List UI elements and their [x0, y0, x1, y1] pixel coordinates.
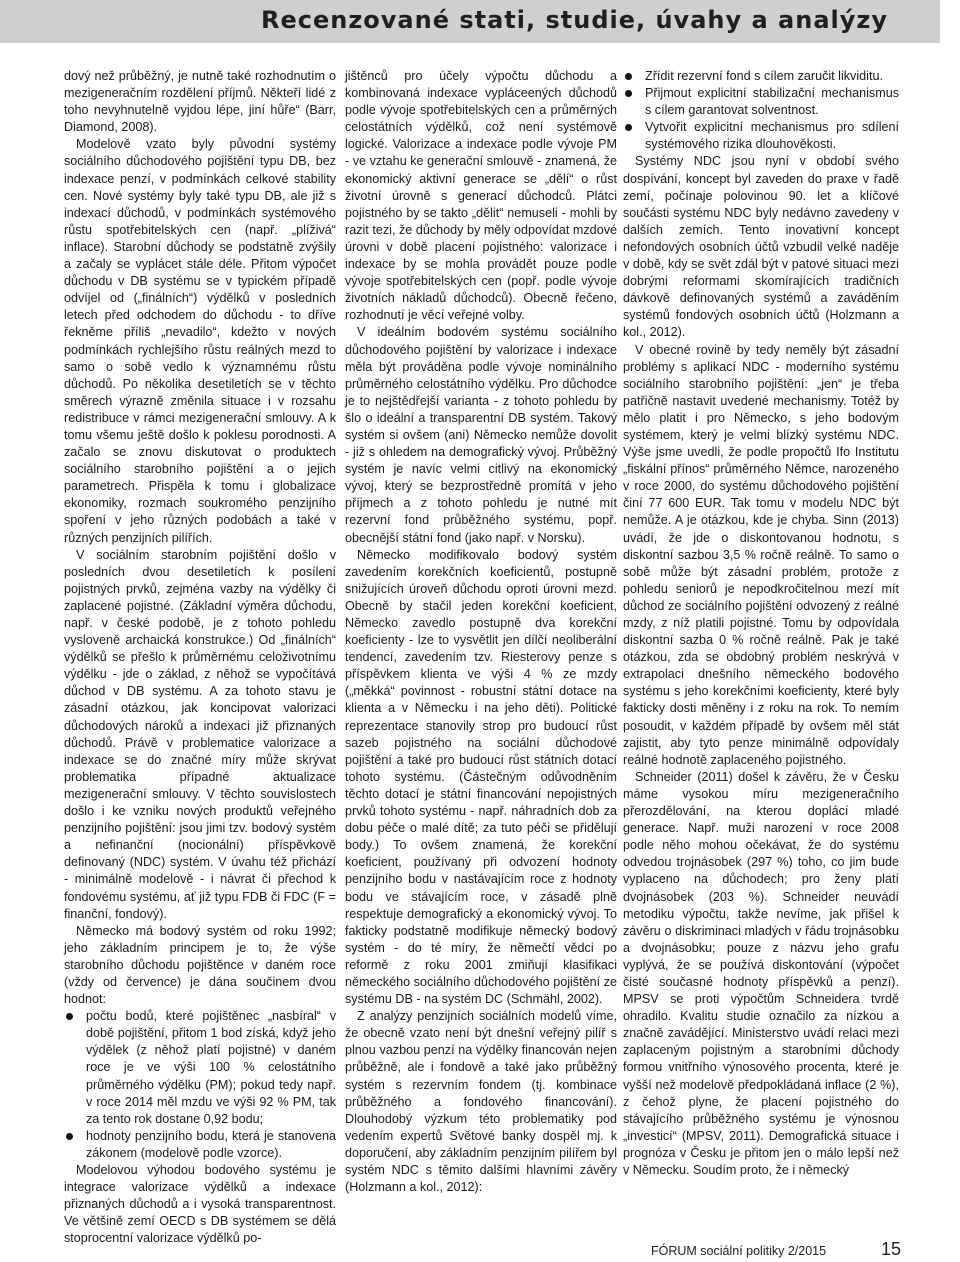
paragraph: jištěnců pro účely výpočtu důchodu a kombinovaná indexace vypláceených důchodů podle vývoje spotřebitelských cen a průměrných celostátních výdělků, což není systémově logické. Valorizace a indexace podle vývoje PM - ve vztahu ke generační smlouvě - znamená, že ekonomický aktivní generace se „dělí“ o růst životní úrovně s generací důchodců. Plátci pojistného by se takto „dělit“ nemuseli - mohli by razit tezi, že důchody by měly odpovídat mzdové úrovni v době placení pojistného: valorizace i indexace by se mohla provádět pouze podle vývoje spotřebitelských cen (popř. podle vývoje životních nákladů důchodců). Obecně řečeno, rozhodnutí je věcí veřejné volby. — [345, 69, 617, 323]
bullet-list — [623, 68, 899, 153]
bullet-text: počtu bodů, které pojištěnec „nasbíral“ v době pojištění, přitom 1 bod získá, když jeho výdělek (z něhož platí pojistné) v daném roce je ve výši 100 % celostátního průměrného výdělku (PM); pokud tedy např. v roce 2014 měl mzdu ve výši 92 % PM, tak za tento rok dostane 0,92 bodu; — [86, 1009, 336, 1126]
paragraph: Z analýzy penzijních sociálních modelů víme, že obecně vzato není být dnešní veřejný pilíř s plnou vazbou penzí na výdělky financován nejen průběžně, ale i fondově a také jako průběžný systém s rezervním fondem (tj. kombinace průběžného a fondového financování). Dlouhodobý výzkum této problematiky pod vedením expertů Světové banky dospěl mj. k doporučení, aby základním penzijním pilířem byl systém NDC s těmito dalšími hlavními závěry (Holzmann a kol., 2012): — [345, 1009, 617, 1195]
bullet-item — [623, 119, 899, 153]
bullet-icon — [66, 1133, 73, 1140]
paragraph: Systémy NDC jsou nyní v období svého dospívání, koncept byl zaveden do praxe v řadě zemí, počínaje polovinou 90. let a klíčové součásti systému NDC byly nedávno zavedeny v dalších zemích. Tento inovativní koncept nefondových osobních účtů vzbudil velké naděje v době, kdy se svět zdál být v patové situaci mezi dobrými reformami skomírajících tradičních dávkově definovaných systémů a zaváděním systémů fondových osobních účtů (Holzmann a kol., 2012). — [623, 154, 899, 340]
text-column-3 — [623, 68, 899, 1179]
bullet-icon — [625, 73, 632, 80]
page-number: 15 — [880, 1239, 901, 1259]
bullet-text: Zřídit rezervní fond s cílem zaručit likviditu. — [645, 69, 883, 83]
paragraph: Německo modifikovalo bodový systém zavedením korekčních koeficientů, postupně snižujících úroveň důchodu oproti úrovni mezd. Obecně by stačil jeden korekční koeficient, Německo zavedlo postupně dva korekční koeficienty - lze to vysvětlit jen dílčí neoliberální tendencí, zavedením tzv. Riesterovy penze s příspěvkem klienta ve výši 4 % ze mzdy („měkká“ povinnost - robustní státní dotace na klienta a v Německu i na jeho děti). Politické reprezentace stanovily strop pro budoucí růst sazeb pojistného na sociální důchodové pojištění a také pro budoucí růst státních dotací tohoto systému. (Částečným odůvodněním těchto dotací je státní financování nepojistných prvků tohoto systému - např. náhradních dob za dobu péče o malé dítě; za tuto péči se přidělují body.) To ovšem znamená, že korekční koeficient, používaný při odvození hodnoty penzijního bodu v nastávajícím roce z hodnoty bodu ve stávajícím roce, v zásadě plně respektuje demografický a ekonomický vývoj. To fakticky podstatně modifikuje německý bodový systém - do té míry, že němečtí vědci po reformě z roku 2001 zmiňují klasifikaci německého sociálního důchodového pojištění ze systému DB - na systém DC (Schmähl, 2002). — [345, 547, 617, 1007]
journal-name: FÓRUM sociální politiky 2/2015 — [651, 1244, 827, 1258]
bullet-icon — [625, 90, 632, 97]
text-column-1 — [64, 68, 336, 1247]
paragraph: Německo má bodový systém od roku 1992; jeho základním principem je to, že výše starobního důchodu pojištěnce v daném roce (vždy od července) je dána součinem dvou hodnot: — [64, 923, 336, 1007]
paragraph: Modelovou výhodou bodového systému je integrace valorizace výdělků a indexace přiznaných důchodů a i vysoká transparentnost. Ve většině zemí OECD s DB systémem se dělá stoprocentní valorizace výdělků po- — [64, 1163, 336, 1246]
bullet-item — [623, 68, 899, 85]
paragraph: V obecné rovině by tedy neměly být zásadní problémy s aplikací NDC - moderního systému sociálního starobního pojištění: „jen“ je třeba patřičně nastavit uvedené mechanismy. Totéž by mělo platit i pro Německo, s jeho bodovým systémem, který je velmi blízký systému NDC. Výše jsme uvedli, že podle propočtů Ifo Institutu „fiskální přínos“ průměrného Němce, narozeného v roce 2000, do systému důchodového pojištění činí 77 600 EUR. Tak tomu v modelu NDC být nemůže. A je otázkou, kde je chyba. Sinn (2013) uvádí, že jde o diskontovanou hodnotu, s diskontní sazbou 3,5 % ročně reálně. To samo o sobě může být zásadní problém, protože z pohledu seniorů je nepodkročitelnou mezí mít důchod ze sociálního pojištění odvozený z reálné mzdy, z níž platili pojistné. Tomu by odpovídala diskontní sazba 0 % ročně reálně. Pak je také otázkou, zda se obdobný problém neskrývá v extrapolaci dnešního německého bodového systému s jeho korekčními koeficienty, které byly fakticky dosti měněny i z roku na rok. To nemím posoudit, v každém případě by ovšem měl stát zajistit, aby tyto penze minimálně odpovídaly reálné hodnotě zaplaceného pojistného. — [623, 342, 899, 767]
paragraph: V sociálním starobním pojištění došlo v posledních dvou desetiletích k posílení pojistných prvků, zejména vazby na výdělky či zaplacené pojistné. (Základní výměra důchodu, např. v české podobě, je z tohoto pohledu vysloveně archaická konstrukce.) Od „finálních“ výdělků se přešlo k průměrnému celoživotnímu výdělku - jde o základ, z něhož se vypočítává důchod v DB systému. A za tohoto stavu je zásadní otázkou, jak koncipovat valorizaci důchodových nároků a indexaci již přiznaných důchodů. Právě v problematice valorizace a indexace se do značné míry může skrývat problematika případné aktualizace mezigenerační smlouvy. V těchto souvislostech došlo i ke vzniku nových produktů veřejného penzijního pojištění: jsou jimi tzv. bodový systém a nefinanční (nocionální) příspěvkově definovaný (NDC) systém. V úvahu též přichází - minimálně modelově - i návrat či přechod k fondovému systému, ať již typu FDB či FDC (F = finanční, fondový). — [64, 547, 336, 921]
paragraph: dový než průběžný, je nutně také rozhodnutím o mezigeneračním rozdělení příjmů. Někteří lidé z toho nevyhnutelně vyjdou lépe, jiní hůře“ (Barr, Diamond, 2008). — [64, 69, 336, 135]
bullet-list — [64, 1008, 336, 1162]
page-footer — [651, 1240, 901, 1260]
header-band — [0, 0, 960, 46]
paragraph: Modelově vzato byly původní systémy sociálního důchodového pojištění typu DB, bez indexace penzí, v podmínkách celkové stability cen. Nové systémy byly také typu DB, ale již s indexací důchodů, v podmínkách systémového růstu spotřebitelských cen (např. „plíživá“ inflace). Starobní důchody se podstatně zvýšily a začaly se vyplácet stále déle. Přitom výpočet důchodu v DB systému se v typickém případě odvíjel od („finálních“) výdělků v posledních letech před odchodem do důchodu - to dříve řekněme příliš „nevadilo“, kdežto v nových podmínkách rychlejšího růstu reálných mezd to samo o sobě vedlo k významnému růstu důchodů. Po několika desetiletích se v těchto směrech výrazně změnila situace i v rozsahu redistribuce v rámci mezigenerační smlouvy. A k tomu všemu ještě došlo k poklesu porodnosti. A začalo se znovu diskutovat o produktech sociálního starobního pojištění a o jejich parametrech. Přispěla k tomu i globalizace ekonomiky, rozmach soukromého penzijního spoření v jeho různých podobách a také v různých penzijních pilířích. — [64, 137, 336, 545]
bullet-item — [623, 85, 899, 119]
section-title: Recenzované stati, studie, úvahy a analýzy — [260, 6, 888, 34]
bullet-text: hodnoty penzijního bodu, která je stanovena zákonem (modelově podle vzorce). — [86, 1128, 336, 1160]
bullet-text: Přijmout explicitní stabilizační mechanismus s cílem garantovat solventnost. — [645, 86, 899, 118]
bullet-icon — [66, 1013, 73, 1020]
bullet-text: Vytvořit explicitní mechanismus pro sdílení systémového rizika dlouhověkosti. — [645, 120, 899, 152]
bullet-icon — [625, 124, 632, 131]
text-column-2 — [345, 68, 617, 1196]
bullet-item — [64, 1128, 336, 1162]
paragraph: Schneider (2011) došel k závěru, že v Česku máme vysokou míru mezigeneračního přerozdělování, na kterou doplácí mladé generace. Např. muži narození v roce 2008 podle něho mohou očekávat, že do systému odvedou trojnásobek (297 %) toho, co jim bude vyplaceno na důchodech; pro ženy platí dvojnásobek (203 %). Schneider neuvádí metodiku výpočtu, takže nevíme, jak přišel k závěru o diskriminaci mladých v řádu trojnásobku a dvojnásobku; pouze z názvu jeho grafu vyplývá, že se používá diskontování (výpočet čisté současné hodnoty příspěvků a penzí). MPSV se proti výpočtům Schneidera tvrdě ohradilo. Kvalitu studie označilo za nízkou a značně zavádějící. Ministerstvo uvádí relaci mezi zaplaceným pojistným a starobními důchody formou vnitřního výnosového procenta, které je vyšší než modelově předpokládaná inflace (2 %), z čehož plyne, že placení pojistného do stávajícího průběžného systému je výnosnou „investicí“ (MPSV, 2011). Demografická situace i prognóza v Česku je přitom jen o málo lepší než v Německu. Soudím proto, že i německý — [623, 769, 899, 1177]
paragraph: V ideálním bodovém systému sociálního důchodového pojištění by valorizace i indexace měla být prováděna podle vývoje nominálního průměrného celostátního výdělku. Pro důchodce je to nejštědřejší varianta - z tohoto pohledu by šlo o ideální a transparentní DB systém. Takový systém si ovšem (ani) Německo nemůže dovolit - již s ohledem na demografický vývoj. Průběžný systém je navíc velmi citlivý na ekonomický vývoj, který se bezprostředně promítá v jeho příjmech a z tohoto pohledu je nutné mít rezervní fond průběžného systému, popř. obecnější státní fond (jako např. v Norsku). — [345, 325, 617, 545]
bullet-item — [64, 1008, 336, 1128]
